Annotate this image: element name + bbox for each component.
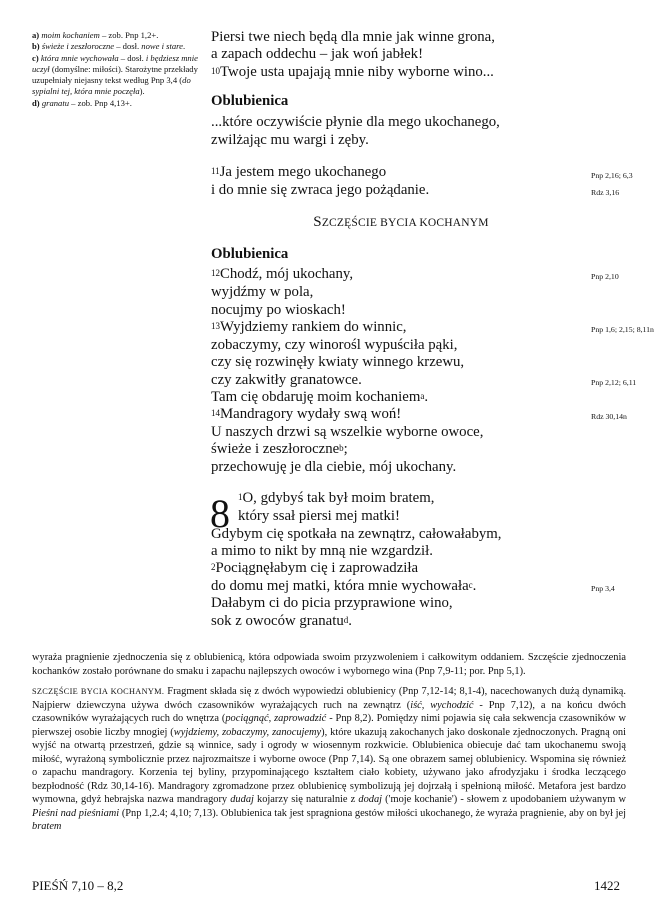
cross-reference: Pnp 2,10 [591, 272, 619, 281]
cross-reference: Pnp 2,16; 6,3 [591, 171, 633, 180]
cross-reference: Rdz 30,14n [591, 412, 627, 421]
verse-line: $^{12}$Chodź, mój ukochany, [211, 266, 354, 282]
verse-line: $^{11}$Ja jestem mego ukochanego [211, 164, 387, 180]
verse-number: 2 [211, 562, 216, 572]
section-heading: SZCZĘŚCIE BYCIA KOCHANYM [313, 214, 489, 230]
verse-number: 12 [211, 268, 220, 278]
chapter-number: 8 [210, 491, 230, 536]
verse-line: ...które oczywiście płynie dla mego ukochanego, [211, 114, 500, 130]
verse-number: 1 [238, 492, 243, 502]
verse-line: $^{10}$Twoje usta upajają mnie niby wyborne wino... [211, 64, 494, 80]
verse-line: czy zakwitły granatowce. [211, 372, 362, 388]
verse-line: przechowuję je dla ciebie, mój ukochany. [211, 459, 457, 475]
verse-line: $^1$O, gdybyś tak był moim bratem, [238, 490, 435, 506]
verse-line: sok z owoców granatu$^d$. [211, 613, 352, 629]
verse-line: U naszych drzwi są wszelkie wyborne owoce, [211, 424, 484, 440]
verse-line: Piersi twe niech będą dla mnie jak winne grona, [211, 29, 495, 45]
verse-number: 10 [211, 66, 220, 76]
verse-number: 14 [211, 408, 220, 418]
verse-line: świeże i zeszłoroczne$^b$; [211, 441, 348, 457]
footnote-marker: c [468, 580, 473, 590]
cross-reference: Pnp 1,6; 2,15; 8,11n [591, 325, 654, 334]
footnote-marker: a [420, 391, 425, 401]
verse-line: a mimo to nikt by mną nie wzgardził. [211, 543, 433, 559]
verse-line: zwilżając mu wargi i zęby. [211, 132, 369, 148]
verse-line: a zapach oddechu – jak woń jabłek! [211, 46, 423, 62]
commentary-paragraph: SZCZĘŚCIE BYCIA KOCHANYM. Fragment składa się z dwóch wypowiedzi oblubienicy (Pnp 7,12-14; 8,1-4), nacechowanych dużą dynamiką. Najpierw dziewczyna używa dwóch czasowników wyrażających ruch na zewnątrz (iść, wychodzić - Pnp 7,12), a na końcu dwóch czasowników wyrażających ruch do wnętrza (pociągnąć, zaprowadzić - Pnp 8,2). Pomiędzy nimi pojawia się cała sekwencja czasowników w pierwszej osobie liczby mnogiej (wyjdziemy, zobaczymy, zanocujemy), które ukazują zakochanych jako doskonale zjednoczonych. Pragną oni wyjść na otwartą przestrzeń, gdzie są winnice, sady i ogrody w wiosennym rozkwicie. Oblubienica obiecuje dać tam ukochanemu swoją miłość, wyrażoną symbolicznie przez najrozmaitsze i wyborne owoce (Pnp 7,14). Są one obrazem samej oblubienicy. Wspomina się również o zapachu mandragory. Korzenia tej byliny, przypominającego kształtem ciało kobiety, używano jako afrodyzjaku i środka leczącego bezpłodność (Rdz 30,14-16). Mandragory zgromadzone przez oblubienicę symbolizują jej dojrzałą i spełnioną miłość. Metafora jest bardzo wymowna, gdyż hebrajska nazwa mandragory dudaj kojarzy się naturalnie z dodaj ('moje kochanie') - słowem z upodobaniem używanym w Pieśni nad pieśniami (Pnp 1,2.4; 4,10; 7,13). Oblubienica tak jest spragniona gestów miłości ukochanego, że wyraża pragnienie, aby on był jej bratem [32, 686, 627, 832]
verse-line: Dałabym ci do picia przyprawione wino, [211, 595, 453, 611]
cross-reference: Pnp 3,4 [591, 584, 615, 593]
commentary-heading: SZCZĘŚCIE BYCIA KOCHANYM. [32, 687, 165, 696]
verse-line: Tam cię obdaruję moim kochaniem$^a$. [211, 389, 429, 405]
verse-line: $^{13}$Wyjdziemy rankiem do winnic, [211, 319, 407, 335]
verse-line: $^{14}$Mandragory wydały swą woń! [211, 406, 402, 422]
footnotes [32, 30, 200, 109]
speaker-label: Oblubienica [211, 93, 289, 109]
commentary [32, 651, 626, 834]
verse-line: wyjdźmy w pola, [211, 284, 314, 300]
verse-line: czy się rozwinęły kwiaty winnego krzewu, [211, 354, 465, 370]
footnote-d: d) granatu – zob. Pnp 4,13+. [32, 97, 132, 108]
footnote-c: c) która mnie wychowała – dosł. i będziesz mnie uczył (domyślne: miłości). Starożytne przekłady uzupełniały niejasny tekst według Pnp 3,4 (do sypialni tej, która mnie poczęła). [32, 52, 198, 97]
speaker-label: Oblubienica [211, 246, 289, 262]
footnote-b: b) świeże i zeszłoroczne – dosł. nowe i stare. [32, 41, 186, 52]
commentary-paragraph: wyraża pragnienie zjednoczenia się z oblubienicą, która odpowiada swoim przyzwoleniem i całkowitym oddaniem. Szczęście zjednoczenia kochanków zostało porównane do smaku i zapachu najlepszych owoców i wybornego wina (Pnp 7,9-11; por. Pnp 5,1). [32, 652, 626, 677]
verse-line: do domu mej matki, która mnie wychowała$^c$. [211, 578, 477, 594]
footnote-a: a) moim kochaniem – zob. Pnp 1,2+. [32, 30, 159, 40]
verse-line: Gdybym cię spotkała na zewnątrz, całowałabym, [211, 526, 502, 542]
verse-number: 11 [211, 166, 220, 176]
page-number: 1422 [594, 878, 620, 893]
verse-line: $^2$Pociągnęłabym cię i zaprowadziła [211, 560, 419, 576]
verse-line: nocujmy po wioskach! [211, 302, 346, 318]
footnote-marker: d [343, 615, 349, 625]
cross-reference: Rdz 3,16 [591, 188, 620, 197]
verse-number: 13 [211, 321, 220, 331]
footnote-marker: b [339, 443, 344, 453]
verse-line: zobaczymy, czy winorośl wypuściła pąki, [211, 337, 458, 353]
running-footer: PIEŚŃ 7,10 – 8,2 [32, 878, 124, 893]
verse-line: który ssał piersi mej matki! [238, 508, 400, 524]
verse-line: i do mnie się zwraca jego pożądanie. [211, 182, 430, 198]
cross-reference: Pnp 2,12; 6,11 [591, 378, 637, 387]
